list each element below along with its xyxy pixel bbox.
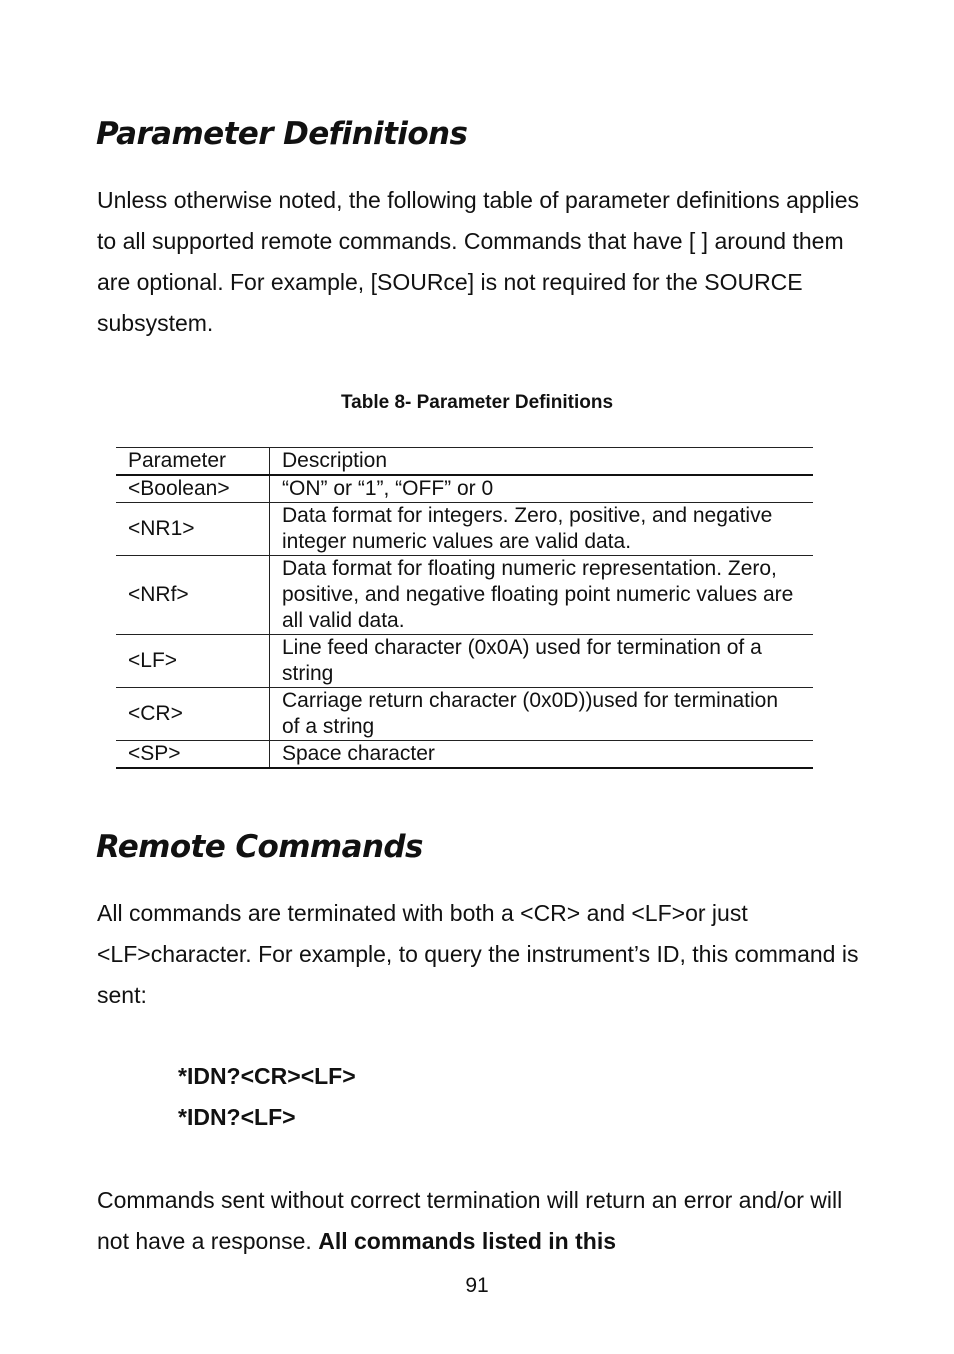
row-description: Space character: [270, 741, 814, 769]
intro-paragraph: Unless otherwise noted, the following table of parameter definitions applies to all supported remote commands. Commands that have [ ] around them are optional. For example, [SOURce] is not required for the SOURCE subsystem.: [97, 187, 859, 336]
row-parameter: <SP>: [116, 741, 270, 769]
termination-bold-text: All commands listed in this: [318, 1228, 616, 1254]
row-parameter: <NRf>: [116, 556, 270, 635]
parameter-definitions-table: [116, 447, 813, 769]
page-number: 91: [465, 1274, 489, 1297]
row-description: Line feed character (0x0A) used for termination of a string: [270, 635, 814, 688]
row-description: Data format for floating numeric representation. Zero, positive, and negative floating point numeric values are all valid data.: [270, 556, 814, 635]
remote-commands-paragraph: All commands are terminated with both a <CR> and <LF>or just <LF>character. For example, to query the instrument’s ID, this command is sent:: [97, 900, 859, 1008]
table-row: [116, 688, 813, 741]
section-title-parameter-definitions: Parameter Definitions: [96, 116, 468, 152]
table-row: [116, 556, 813, 635]
row-parameter: <Boolean>: [116, 475, 270, 503]
termination-paragraph: [97, 1180, 877, 1262]
table-row: [116, 635, 813, 688]
header-description: Description: [270, 448, 814, 476]
header-parameter: Parameter: [116, 448, 270, 476]
row-description: “ON” or “1”, “OFF” or 0: [270, 475, 814, 503]
section-title-remote-commands: Remote Commands: [96, 829, 423, 865]
table-caption: Table 8- Parameter Definitions: [340, 392, 614, 413]
table-row: [116, 503, 813, 556]
row-description: Data format for integers. Zero, positive, and negative integer numeric values are valid data.: [270, 503, 814, 556]
row-parameter: <NR1>: [116, 503, 270, 556]
row-parameter: <CR>: [116, 688, 270, 741]
termination-text: Commands sent without correct termination will return an error and/or will not have a response.: [97, 1187, 843, 1254]
table-header-row: [116, 448, 813, 476]
row-parameter: <LF>: [116, 635, 270, 688]
command-example: *IDN?<CR><LF>: [178, 1063, 356, 1089]
table-row: [116, 741, 813, 769]
command-example: *IDN?<LF>: [178, 1104, 296, 1130]
table-row: [116, 475, 813, 503]
row-description: Carriage return character (0x0D))used for termination of a string: [270, 688, 814, 741]
